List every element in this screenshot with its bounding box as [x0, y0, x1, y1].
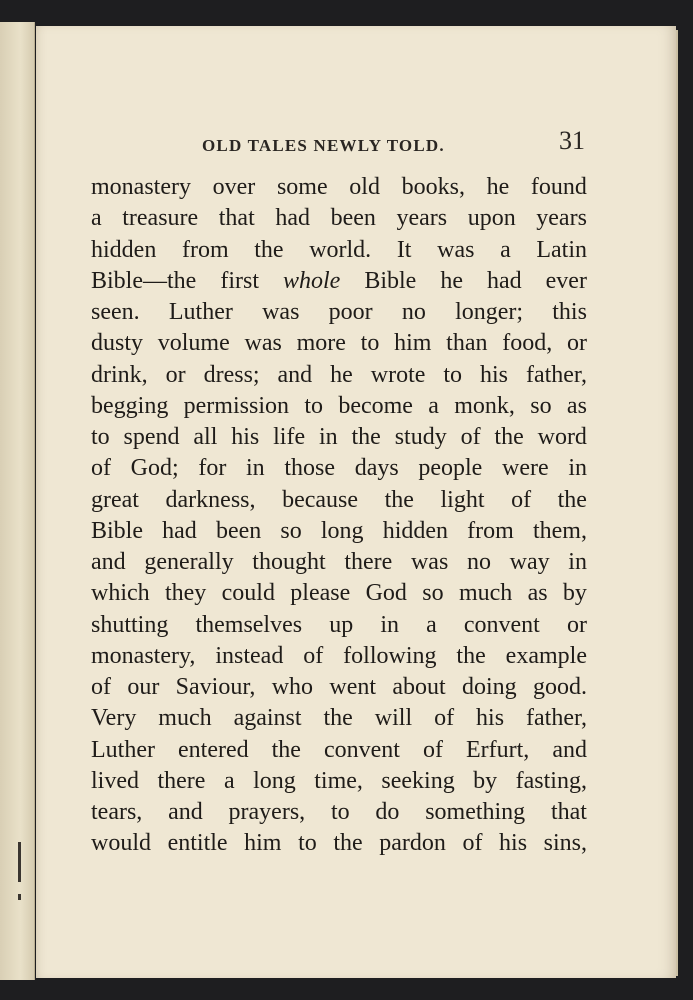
text-line — [91, 735, 587, 766]
word: to — [330, 799, 350, 825]
text-line — [91, 703, 587, 734]
word: darkness, — [165, 486, 256, 513]
text-line — [91, 672, 587, 703]
word: monastery, — [91, 642, 196, 669]
word: of — [511, 486, 532, 513]
word: as — [566, 392, 587, 419]
word: the — [351, 424, 381, 450]
word: Erfurt, — [466, 736, 530, 763]
word: do — [375, 799, 400, 825]
word: doing — [462, 674, 517, 700]
text-line — [91, 641, 587, 672]
word: convent — [463, 611, 540, 638]
word: that — [218, 205, 255, 232]
word: monastery — [91, 174, 191, 200]
text-line — [91, 516, 587, 547]
text-line — [91, 328, 587, 359]
word: whole — [283, 267, 341, 294]
word: his — [479, 361, 508, 388]
word: about — [392, 674, 446, 700]
word: entitle — [167, 830, 228, 857]
word: the — [271, 736, 301, 763]
text-line — [91, 547, 587, 578]
word: no — [466, 549, 491, 575]
word: permission — [183, 392, 289, 419]
word: was — [244, 330, 282, 357]
word: and — [91, 549, 126, 575]
word: so — [422, 580, 444, 607]
word: in — [318, 424, 338, 450]
word: of — [422, 736, 443, 763]
text-line — [91, 797, 587, 828]
word: sins, — [543, 830, 587, 857]
word: seeking — [381, 767, 455, 794]
word: treasure — [122, 205, 199, 232]
word: the — [557, 486, 587, 513]
word: old — [349, 174, 380, 200]
word: who — [271, 674, 314, 700]
word: because — [282, 486, 359, 513]
word: way — [509, 549, 550, 575]
word: from — [467, 517, 514, 544]
text-line — [91, 828, 587, 859]
word: books, — [401, 174, 465, 200]
text-line — [91, 297, 587, 328]
text-line — [91, 422, 587, 453]
word: as — [527, 580, 548, 607]
word: first — [220, 267, 259, 294]
word: days — [354, 455, 399, 482]
word: by — [473, 767, 498, 794]
word: the — [333, 830, 363, 857]
word: him — [244, 830, 282, 857]
word: the — [384, 486, 414, 513]
word: world. — [309, 236, 372, 263]
word: food, — [502, 330, 553, 357]
word: went — [329, 674, 377, 700]
word: instead — [215, 642, 284, 669]
word: thought — [252, 549, 326, 575]
word: had — [275, 205, 310, 232]
word: God; — [130, 455, 179, 482]
word: a — [91, 205, 102, 232]
word: those — [284, 455, 336, 482]
word: long — [320, 517, 364, 544]
word: the — [254, 236, 284, 263]
word: of — [460, 424, 481, 450]
running-title: OLD TALES NEWLY TOLD. — [202, 136, 445, 155]
word: been — [330, 205, 376, 232]
word: were — [502, 455, 549, 482]
word: upon — [467, 205, 516, 232]
word: volume — [157, 330, 230, 357]
word: of — [91, 674, 111, 700]
word: please — [290, 580, 351, 607]
word: his — [499, 830, 528, 857]
word: them, — [532, 517, 587, 544]
word: Bible — [364, 267, 417, 294]
text-line — [91, 391, 587, 422]
word: wrote — [370, 361, 426, 388]
word: was — [410, 549, 449, 575]
text-line — [91, 266, 587, 297]
word: drink, — [91, 361, 148, 388]
word: which — [91, 580, 150, 607]
word: people — [418, 455, 483, 482]
word: Latin — [536, 236, 587, 263]
word: in — [568, 455, 587, 482]
text-line — [91, 610, 587, 641]
word: study — [394, 424, 447, 450]
text-line — [91, 203, 587, 234]
word: much — [458, 580, 513, 607]
word: word — [537, 424, 587, 450]
binding-mark — [18, 894, 21, 900]
word: example — [505, 642, 587, 669]
word: there — [157, 767, 206, 794]
word: found — [530, 174, 587, 200]
text-line — [91, 453, 587, 484]
book-page — [36, 26, 676, 978]
word: by — [562, 580, 587, 607]
word: prayers, — [228, 799, 306, 825]
word: in — [568, 549, 587, 575]
word: in — [380, 611, 399, 638]
binding-mark — [18, 842, 21, 882]
word: of — [91, 455, 111, 482]
word: they — [164, 580, 207, 607]
text-line — [91, 485, 587, 516]
word: spend — [123, 424, 180, 450]
page-number: 31 — [559, 126, 585, 155]
word: seen. — [91, 299, 140, 325]
word: and — [277, 361, 313, 388]
text-line — [91, 172, 587, 203]
text-line — [91, 578, 587, 609]
word: longer; — [455, 299, 524, 325]
word: than — [446, 330, 488, 357]
word: would — [91, 830, 151, 857]
word: a — [428, 392, 439, 419]
word: entered — [178, 736, 249, 763]
word: father, — [526, 705, 587, 732]
word: been — [215, 517, 262, 544]
word: the — [494, 424, 524, 450]
word: following — [343, 642, 437, 669]
word: hidden — [382, 517, 449, 544]
word: up — [329, 611, 354, 638]
adjacent-page-edge — [0, 22, 35, 980]
word: Bible—the — [91, 267, 197, 294]
word: to — [360, 330, 380, 357]
word: lived — [91, 767, 139, 794]
word: ever — [545, 267, 587, 294]
word: poor — [328, 299, 373, 325]
word: had — [162, 517, 197, 544]
word: he — [486, 174, 510, 200]
word: Saviour, — [175, 674, 256, 700]
word: years — [536, 205, 587, 232]
word: the — [323, 705, 353, 732]
word: time, — [314, 767, 363, 794]
word: hidden — [91, 236, 157, 263]
word: tears, — [91, 799, 143, 825]
word: Luther — [168, 299, 233, 325]
word: his — [476, 705, 505, 732]
word: dusty — [91, 330, 144, 357]
word: begging — [91, 392, 169, 419]
word: become — [338, 392, 413, 419]
word: all — [193, 424, 218, 450]
text-line — [91, 235, 587, 266]
word: to — [91, 424, 110, 450]
word: or — [165, 361, 186, 388]
word: of — [434, 705, 455, 732]
word: so — [280, 517, 302, 544]
word: Luther — [91, 736, 155, 763]
word: Bible — [91, 517, 143, 544]
word: It — [396, 236, 412, 263]
body-text — [91, 172, 587, 860]
word: light — [440, 486, 485, 513]
word: life — [273, 424, 306, 450]
word: to — [304, 392, 323, 419]
word: of — [462, 830, 483, 857]
word: of — [303, 642, 324, 669]
word: great — [91, 486, 139, 513]
word: or — [566, 611, 587, 638]
word: a — [426, 611, 437, 638]
word: there — [344, 549, 393, 575]
word: he — [440, 267, 463, 294]
word: long — [253, 767, 296, 794]
word: this — [552, 299, 587, 325]
word: fasting, — [515, 767, 587, 794]
word: God — [365, 580, 407, 607]
word: for — [198, 455, 227, 482]
word: to — [443, 361, 463, 388]
word: was — [262, 299, 300, 325]
word: much — [158, 705, 212, 732]
word: monk, — [454, 392, 515, 419]
word: could — [221, 580, 275, 607]
word: over — [212, 174, 256, 200]
word: father, — [525, 361, 587, 388]
word: that — [550, 799, 587, 825]
word: and — [552, 736, 587, 763]
word: a — [500, 236, 511, 263]
word: or — [567, 330, 587, 357]
word: good. — [533, 674, 587, 700]
word: had — [486, 267, 522, 294]
word: against — [233, 705, 302, 732]
word: in — [246, 455, 265, 482]
text-line — [91, 766, 587, 797]
word: so — [530, 392, 552, 419]
word: from — [181, 236, 229, 263]
word: years — [396, 205, 448, 232]
word: no — [401, 299, 426, 325]
word: his — [231, 424, 260, 450]
word: dress; — [203, 361, 260, 388]
word: him — [394, 330, 432, 357]
word: more — [296, 330, 346, 357]
word: Very — [91, 705, 137, 732]
word: generally — [144, 549, 234, 575]
word: will — [374, 705, 413, 732]
word: the — [456, 642, 486, 669]
word: and — [168, 799, 203, 825]
text-line — [91, 360, 587, 391]
word: convent — [323, 736, 400, 763]
word: themselves — [195, 611, 303, 638]
word: a — [223, 767, 235, 794]
word: our — [127, 674, 160, 700]
word: he — [330, 361, 353, 388]
word: some — [276, 174, 328, 200]
word: pardon — [379, 830, 446, 857]
word: to — [298, 830, 317, 857]
word: something — [425, 799, 526, 825]
word: was — [437, 236, 475, 263]
word: shutting — [91, 611, 169, 638]
page-header — [36, 126, 676, 162]
